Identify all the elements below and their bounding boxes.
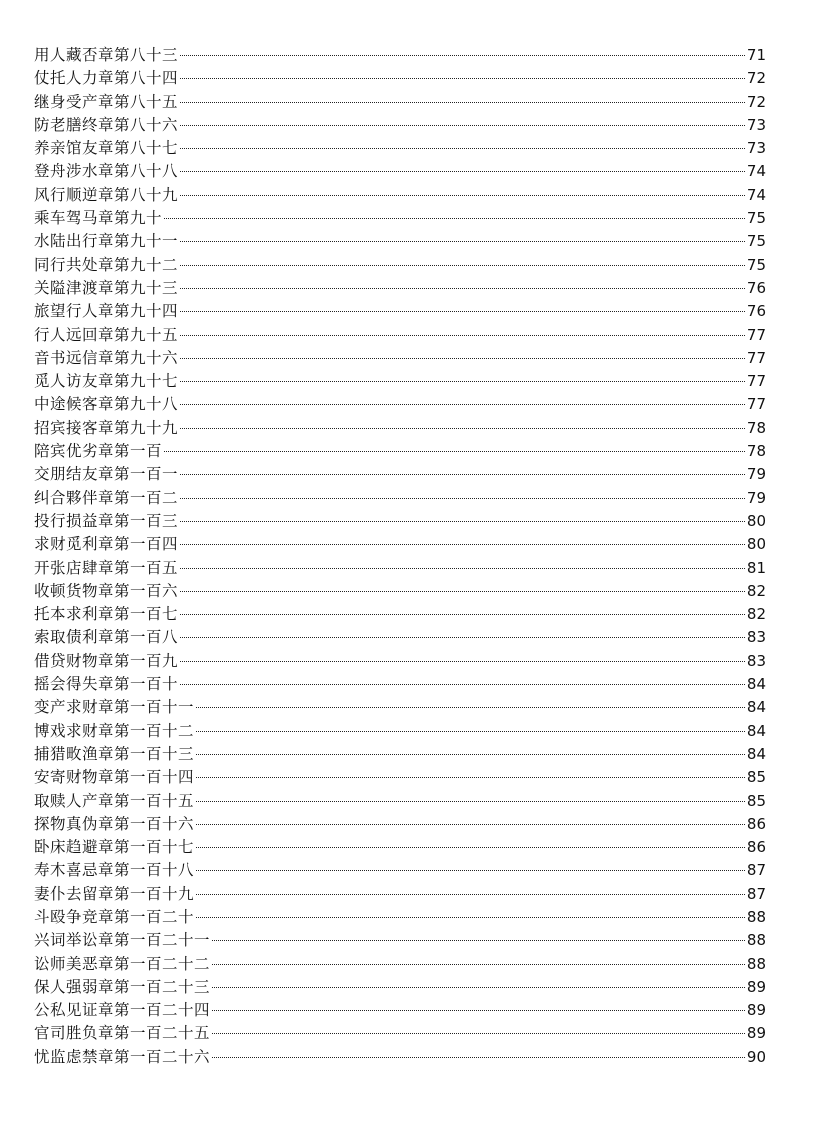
- toc-entry-page-number: 72: [746, 92, 766, 111]
- toc-entry-title: 乘车驾马章第九十: [34, 209, 163, 228]
- toc-entry[interactable]: [34, 696, 766, 719]
- toc-entry-title: 兴词举讼章第一百二十一: [34, 931, 211, 950]
- toc-entry-title: 摇会得失章第一百十: [34, 675, 179, 694]
- dot-leader: [180, 265, 745, 266]
- toc-entry-title: 安寄财物章第一百十四: [34, 768, 195, 787]
- toc-entry[interactable]: [34, 999, 766, 1022]
- dot-leader: [212, 940, 745, 941]
- toc-entry-page-number: 89: [746, 977, 766, 996]
- toc-entry[interactable]: [34, 626, 766, 649]
- toc-entry-page-number: 71: [746, 46, 766, 64]
- dot-leader: [180, 148, 745, 149]
- toc-entry-title: 卧床趋避章第一百十七: [34, 838, 195, 857]
- toc-entry-title: 官司胜负章第一百二十五: [34, 1024, 211, 1043]
- toc-entry-page-number: 85: [746, 791, 766, 810]
- toc-entry-page-number: 77: [746, 348, 766, 367]
- dot-leader: [180, 241, 745, 242]
- toc-entry[interactable]: [34, 347, 766, 370]
- toc-entry-title: 登舟涉水章第八十八: [34, 162, 179, 181]
- toc-entry[interactable]: [34, 370, 766, 393]
- dot-leader: [196, 870, 745, 871]
- toc-entry-page-number: 77: [746, 372, 766, 391]
- toc-entry-page-number: 90: [746, 1047, 766, 1066]
- toc-entry-title: 变产求财章第一百十一: [34, 698, 195, 717]
- toc-entry[interactable]: [34, 1022, 766, 1045]
- toc-entry[interactable]: [34, 883, 766, 906]
- toc-entry-page-number: 82: [746, 581, 766, 600]
- toc-entry-title: 妻仆去留章第一百十九: [34, 884, 195, 903]
- toc-entry-title: 行人远回章第九十五: [34, 325, 179, 344]
- toc-entry[interactable]: [34, 580, 766, 603]
- dot-leader: [164, 218, 745, 219]
- toc-entry-title: 觅人访友章第九十七: [34, 372, 179, 391]
- toc-entry-title: 借贷财物章第一百九: [34, 651, 179, 670]
- dot-leader: [180, 78, 745, 79]
- toc-entry-title: 交朋结友章第一百一: [34, 465, 179, 484]
- toc-entry-title: 养亲馆友章第八十七: [34, 139, 179, 158]
- dot-leader: [180, 521, 745, 522]
- dot-leader: [196, 917, 745, 918]
- toc-entry-title: 音书远信章第九十六: [34, 348, 179, 367]
- toc-entry-title: 求财觅利章第一百四: [34, 535, 179, 554]
- toc-entry-title: 水陆出行章第九十一: [34, 232, 179, 251]
- toc-entry[interactable]: [34, 91, 766, 114]
- toc-entry-title: 托本求利章第一百七: [34, 605, 179, 624]
- toc-entry[interactable]: [34, 393, 766, 416]
- dot-leader: [180, 544, 745, 545]
- toc-entry-page-number: 82: [746, 605, 766, 624]
- toc-entry-title: 保人强弱章第一百二十三: [34, 977, 211, 996]
- dot-leader: [180, 428, 745, 429]
- toc-entry-title: 风行顺逆章第八十九: [34, 185, 179, 204]
- toc-entry-title: 防老膳终章第八十六: [34, 115, 179, 134]
- dot-leader: [180, 125, 745, 126]
- dot-leader: [180, 311, 745, 312]
- toc-entry-page-number: 88: [746, 954, 766, 973]
- toc-entry-page-number: 85: [746, 768, 766, 787]
- dot-leader: [180, 102, 745, 103]
- toc-entry[interactable]: [34, 417, 766, 440]
- toc-entry-page-number: 86: [746, 838, 766, 857]
- dot-leader: [180, 171, 745, 172]
- toc-entry[interactable]: [34, 813, 766, 836]
- toc-entry-page-number: 80: [746, 535, 766, 554]
- table-of-contents: [34, 44, 766, 1069]
- dot-leader: [180, 335, 745, 336]
- toc-entry[interactable]: [34, 650, 766, 673]
- toc-entry[interactable]: [34, 463, 766, 486]
- toc-entry-page-number: 73: [746, 115, 766, 134]
- dot-leader: [196, 824, 745, 825]
- toc-entry-title: 中途候客章第九十八: [34, 395, 179, 414]
- toc-entry-page-number: 89: [746, 1024, 766, 1043]
- toc-entry[interactable]: [34, 137, 766, 160]
- toc-entry-page-number: 80: [746, 511, 766, 530]
- toc-entry-page-number: 73: [746, 139, 766, 158]
- toc-entry[interactable]: [34, 1046, 766, 1069]
- toc-entry-page-number: 81: [746, 558, 766, 577]
- toc-entry-page-number: 87: [746, 884, 766, 903]
- toc-entry[interactable]: [34, 114, 766, 137]
- dot-leader: [180, 381, 745, 382]
- toc-entry[interactable]: [34, 324, 766, 347]
- toc-entry-page-number: 74: [746, 162, 766, 181]
- toc-entry-page-number: 79: [746, 488, 766, 507]
- toc-entry-page-number: 87: [746, 861, 766, 880]
- toc-entry-page-number: 77: [746, 325, 766, 344]
- dot-leader: [196, 801, 745, 802]
- toc-entry-page-number: 74: [746, 185, 766, 204]
- toc-entry[interactable]: [34, 44, 766, 67]
- dot-leader: [180, 568, 745, 569]
- toc-entry-title: 继身受产章第八十五: [34, 92, 179, 111]
- dot-leader: [212, 1057, 745, 1058]
- toc-entry[interactable]: [34, 673, 766, 696]
- toc-entry[interactable]: [34, 487, 766, 510]
- toc-entry-title: 讼师美恶章第一百二十二: [34, 954, 211, 973]
- dot-leader: [196, 847, 745, 848]
- toc-entry-page-number: 83: [746, 651, 766, 670]
- toc-entry[interactable]: [34, 277, 766, 300]
- dot-leader: [196, 894, 745, 895]
- dot-leader: [212, 1010, 745, 1011]
- toc-entry-page-number: 72: [746, 69, 766, 88]
- toc-entry[interactable]: [34, 184, 766, 207]
- dot-leader: [196, 731, 745, 732]
- dot-leader: [180, 498, 745, 499]
- dot-leader: [180, 637, 745, 638]
- dot-leader: [180, 55, 745, 56]
- toc-entry-title: 博戏求财章第一百十二: [34, 721, 195, 740]
- toc-entry-title: 斗殴争竞章第一百二十: [34, 907, 195, 926]
- dot-leader: [212, 1033, 745, 1034]
- dot-leader: [180, 474, 745, 475]
- toc-entry-title: 开张店肆章第一百五: [34, 558, 179, 577]
- toc-entry[interactable]: [34, 207, 766, 230]
- dot-leader: [180, 614, 745, 615]
- dot-leader: [196, 777, 745, 778]
- toc-entry-title: 同行共处章第九十二: [34, 255, 179, 274]
- dot-leader: [164, 451, 745, 452]
- toc-entry-page-number: 75: [746, 209, 766, 228]
- toc-entry-page-number: 86: [746, 814, 766, 833]
- dot-leader: [212, 964, 745, 965]
- toc-entry-title: 公私见证章第一百二十四: [34, 1001, 211, 1020]
- toc-entry-page-number: 78: [746, 442, 766, 461]
- toc-entry-page-number: 77: [746, 395, 766, 414]
- toc-entry-title: 捕猎畋渔章第一百十三: [34, 744, 195, 763]
- toc-entry-page-number: 88: [746, 931, 766, 950]
- toc-entry-title: 关隘津渡章第九十三: [34, 278, 179, 297]
- toc-entry-page-number: 83: [746, 628, 766, 647]
- toc-entry-title: 用人藏否章第八十三: [34, 46, 179, 64]
- dot-leader: [180, 684, 745, 685]
- toc-entry-title: 探物真伪章第一百十六: [34, 814, 195, 833]
- toc-entry[interactable]: [34, 230, 766, 253]
- toc-entry[interactable]: [34, 533, 766, 556]
- toc-entry[interactable]: [34, 557, 766, 580]
- toc-entry-title: 索取债利章第一百八: [34, 628, 179, 647]
- toc-entry-page-number: 75: [746, 232, 766, 251]
- toc-entry[interactable]: [34, 929, 766, 952]
- dot-leader: [180, 358, 745, 359]
- toc-entry-page-number: 88: [746, 907, 766, 926]
- toc-entry[interactable]: [34, 440, 766, 463]
- toc-entry[interactable]: [34, 790, 766, 813]
- toc-entry[interactable]: [34, 953, 766, 976]
- toc-entry[interactable]: [34, 67, 766, 90]
- toc-entry[interactable]: [34, 510, 766, 533]
- dot-leader: [212, 987, 745, 988]
- dot-leader: [180, 591, 745, 592]
- toc-entry-title: 收顿货物章第一百六: [34, 581, 179, 600]
- toc-entry-page-number: 79: [746, 465, 766, 484]
- toc-entry-title: 投行损益章第一百三: [34, 511, 179, 530]
- dot-leader: [180, 288, 745, 289]
- toc-entry-title: 纠合夥伴章第一百二: [34, 488, 179, 507]
- toc-entry-title: 仗托人力章第八十四: [34, 69, 179, 88]
- toc-entry-page-number: 76: [746, 302, 766, 321]
- toc-entry-title: 招宾接客章第九十九: [34, 418, 179, 437]
- toc-entry-page-number: 76: [746, 278, 766, 297]
- dot-leader: [180, 404, 745, 405]
- dot-leader: [196, 754, 745, 755]
- toc-entry-page-number: 78: [746, 418, 766, 437]
- toc-entry-title: 取赎人产章第一百十五: [34, 791, 195, 810]
- toc-entry-title: 陪宾优劣章第一百: [34, 442, 163, 461]
- toc-entry[interactable]: [34, 603, 766, 626]
- toc-entry[interactable]: [34, 906, 766, 929]
- toc-entry-page-number: 84: [746, 675, 766, 694]
- toc-entry-title: 旅望行人章第九十四: [34, 302, 179, 321]
- toc-entry[interactable]: [34, 160, 766, 183]
- toc-entry[interactable]: [34, 976, 766, 999]
- toc-entry[interactable]: [34, 766, 766, 789]
- dot-leader: [180, 661, 745, 662]
- toc-entry[interactable]: [34, 743, 766, 766]
- toc-entry[interactable]: [34, 720, 766, 743]
- toc-entry[interactable]: [34, 300, 766, 323]
- toc-entry[interactable]: [34, 836, 766, 859]
- toc-entry-page-number: 84: [746, 698, 766, 717]
- dot-leader: [180, 195, 745, 196]
- toc-entry-title: 寿木喜忌章第一百十八: [34, 861, 195, 880]
- toc-entry[interactable]: [34, 859, 766, 882]
- toc-entry-page-number: 89: [746, 1001, 766, 1020]
- toc-entry-title: 忧监虑禁章第一百二十六: [34, 1047, 211, 1066]
- toc-entry-page-number: 75: [746, 255, 766, 274]
- toc-entry-page-number: 84: [746, 721, 766, 740]
- dot-leader: [196, 707, 745, 708]
- toc-entry[interactable]: [34, 254, 766, 277]
- toc-entry-page-number: 84: [746, 744, 766, 763]
